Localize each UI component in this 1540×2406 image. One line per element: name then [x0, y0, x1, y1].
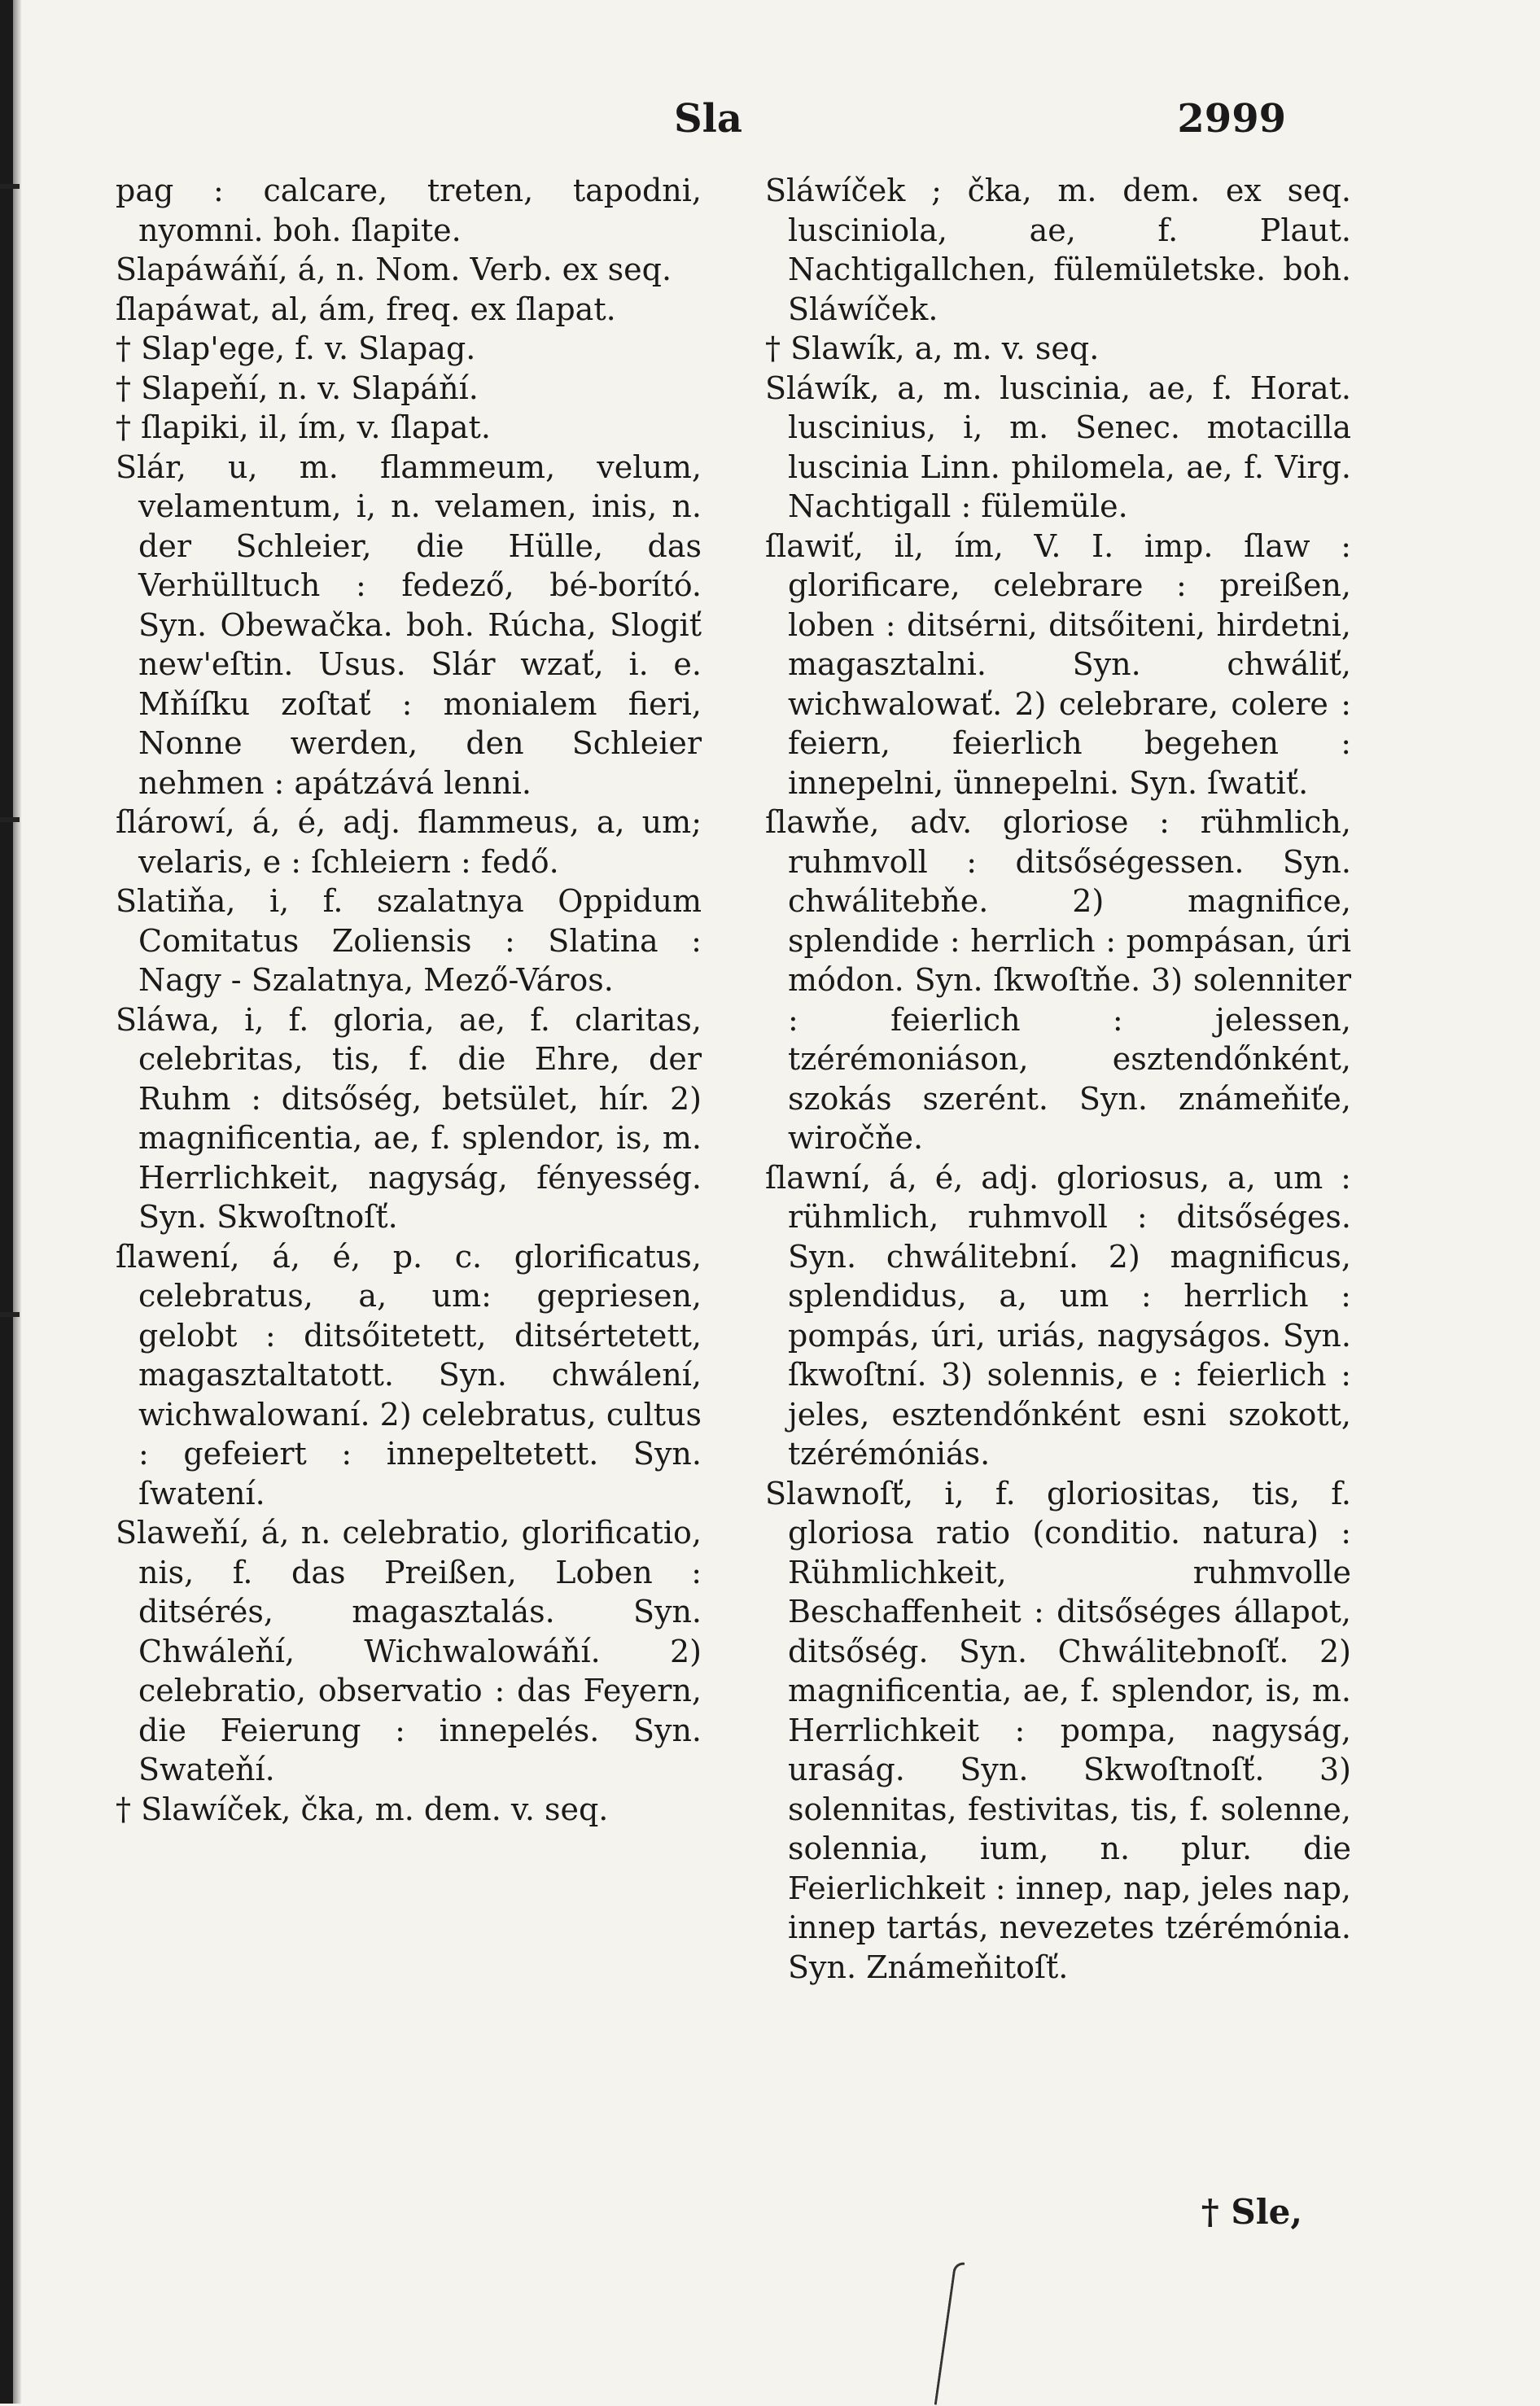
entry: Slatiňa, i, f. szalatnya Oppidum Comitatus Zoliensis : Slatina : Nagy - Szalatnya, Mező-Város.: [116, 883, 702, 998]
entry: † Slapeňí, n. v. Slapáňí.: [116, 370, 479, 406]
margin-mark: [0, 817, 20, 822]
right-column: [765, 171, 1351, 1987]
page-number: 2999: [1177, 96, 1286, 142]
entry: ſlawiť, il, ím, V. I. imp. ſlaw : glorificare, celebrare : preißen, loben : ditsérni, ditsőiteni, hirdetni, magasztalni. Syn. chwáliť, wichwalowať. 2) celebrare, colere : feiern, feierlich begehen : innepelni, ünnepelni. Syn. ſwatiť.: [765, 527, 1351, 801]
entry: ſlawení, á, é, p. c. glorificatus, celebratus, a, um: gepriesen, gelobt : ditsőitetett, ditsértetett, magasztaltatott. Syn. chwálení, wichwalowaní. 2) celebratus, cultus : gefeiert : innepeltetett. Syn. ſwatení.: [116, 1238, 702, 1511]
ink-scratch: [934, 2261, 965, 2406]
left-column: [116, 171, 702, 1829]
entry: Sláwík, a, m. luscinia, ae, f. Horat. luscinius, i, m. Senec. motacilla luscinia Linn. philomela, ae, f. Virg. Nachtigall : fülemüle.: [765, 370, 1351, 524]
entry: ſlawní, á, é, adj. gloriosus, a, um : rühmlich, ruhmvoll : ditsőséges. Syn. chwálitební. 2) magnificus, splendidus, a, um : herrlich : pompás, úri, uriás, nagyságos. Syn. ſkwoſtní. 3) solennis, e : feierlich : jeles, esztendőnként esni szokott, tzérémóniás.: [765, 1159, 1351, 1472]
margin-mark: [0, 1312, 20, 1317]
page-edge-shadow: [0, 0, 13, 2404]
entry: ſlárowí, á, é, adj. flammeus, a, um; velaris, e : ſchleiern : fedő.: [116, 804, 702, 880]
running-head: Sla: [674, 96, 742, 142]
entry: Sláwíček ; čka, m. dem. ex seq. lusciniola, ae, f. Plaut. Nachtigallchen, fülemületske. boh. Sláwíček.: [765, 173, 1351, 327]
entry: ſlapáwat, al, ám, freq. ex ſlapat.: [116, 291, 616, 327]
entry: ſlawňe, adv. gloriose : rühmlich, ruhmvoll : ditsőségessen. Syn. chwálitebňe. 2) magnifice, splendide : herrlich : pompásan, úri módon. Syn. ſkwoſtňe. 3) solenniter : feierlich : jelessen, tzérémoniáson, esztendőnként, szokás szerént. Syn. známeňiťe, wiročňe.: [765, 804, 1351, 1156]
entry: Slaweňí, á, n. celebratio, glorificatio, nis, f. das Preißen, Loben : ditsérés, magasztalás. Syn. Chwáleňí, Wichwalowáňí. 2) celebratio, observatio : das Feyern, die Feierung : innepelés. Syn. Swateňí.: [116, 1515, 702, 1787]
entry: Slapáwáňí, á, n. Nom. Verb. ex seq.: [116, 252, 672, 287]
entry: Sláwa, i, f. gloria, ae, f. claritas, celebritas, tis, f. die Ehre, der Ruhm : ditsőség, betsület, hír. 2) magnificentia, ae, f. splendor, is, m. Herrlichkeit, nagyság, fényesség. Syn. Skwoſtnoſť.: [116, 1001, 702, 1235]
entry: † Slawík, a, m. v. seq.: [765, 330, 1100, 366]
page-edge-gradient: [13, 0, 21, 2404]
entry: Slár, u, m. flammeum, velum, velamentum, i, n. velamen, inis, n. der Schleier, die Hülle, das Verhülltuch : fedező, bé-borító. Syn. Obewačka. boh. Rúcha, Slogiť new'eſtin. Usus. Slár wzať, i. e. Mňíſku zoſtať : monialem fieri, Nonne werden, den Schleier nehmen : apátzává lenni.: [116, 448, 702, 801]
entry: † Slap'ege, f. v. Slapag.: [116, 330, 476, 366]
catchword: † Sle,: [1201, 2192, 1302, 2232]
margin-mark: [0, 184, 20, 189]
entry: † ſlapiki, il, ím, v. ſlapat.: [116, 409, 491, 445]
entry: † Slawíček, čka, m. dem. v. seq.: [116, 1791, 609, 1827]
entry: pag : calcare, treten, tapodni, nyomni. boh. ſlapite.: [116, 173, 702, 248]
entry: Slawnoſť, i, f. gloriositas, tis, f. gloriosa ratio (conditio. natura) : Rühmlichkeit, ruhmvolle Beschaffenheit : ditsőséges állapot, ditsőség. Syn. Chwálitebnoſť. 2) magnificentia, ae, f. splendor, is, m. Herrlichkeit : pompa, nagyság, uraság. Syn. Skwoſtnoſť. 3) solennitas, festivitas, tis, f. solenne, solennia, ium, n. plur. die Feierlichkeit : innep, nap, jeles nap, innep tartás, nevezetes tzérémónia. Syn. Známeňitoſť.: [765, 1475, 1351, 1985]
